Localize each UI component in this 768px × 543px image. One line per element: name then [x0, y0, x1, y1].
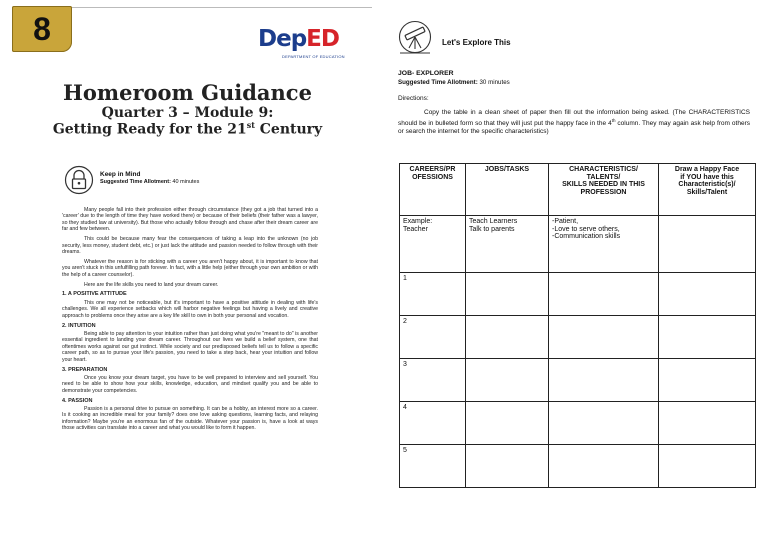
section-heading: Let's Explore This: [442, 38, 511, 47]
instructions-text: Copy the table in a clean sheet of paper then fill out the information being asked. (The CHARACTERISTICS should be in bulleted form so that they will just put the happy face in the 4: [398, 109, 750, 127]
module-title-main: Getting Ready for the 21: [52, 121, 247, 138]
table-cell: [466, 402, 549, 445]
table-cell: [659, 316, 756, 359]
table-cell: [659, 402, 756, 445]
section-heading: 1. A POSITIVE ATTITUDE: [62, 291, 127, 298]
deped-logo: [258, 26, 354, 62]
activity-time: [398, 79, 510, 86]
table-cell: [659, 273, 756, 316]
column-header: Draw a Happy Face if YOU have this Characteristic(s)/ Skills/Talent: [659, 164, 756, 216]
module-title: [0, 120, 375, 138]
instructions-text-end: column. They may again ask help from others or search the internet for the specific characteristics): [398, 119, 750, 135]
table-row: [400, 445, 756, 488]
paragraph: This could be because many fear the consequences of taking a leap into the unknown (no job security, less money, student debt, etc.) or just lack the attitude and passion needed to follow through with their dreams.: [62, 236, 318, 255]
table-row: [400, 273, 756, 316]
table-cell: [659, 216, 756, 273]
paragraph: Here are the life skills you need to land your dream career.: [84, 281, 219, 288]
table-cell: [466, 316, 549, 359]
telescope-icon: [398, 20, 432, 56]
module-title-sup: st: [246, 120, 255, 130]
header-rule: [72, 7, 372, 8]
table-row: [400, 316, 756, 359]
table-cell: [466, 445, 549, 488]
row-number: 1: [400, 273, 466, 316]
time-value: 40 minutes: [170, 179, 200, 185]
paragraph: Whatever the reason is for sticking with a career you aren't happy about, it is important to know that you aren't stuck in this unfulfilling path forever. In fact, with a little help (either through your own ambition or with the help of a career counselor).: [62, 258, 318, 278]
left-module-page: [0, 0, 375, 543]
column-header: CHARACTERISTICS/ TALENTS/ SKILLS NEEDED IN THIS PROFESSION: [549, 164, 659, 216]
directions-label: Directions:: [398, 95, 429, 102]
table-header-row: [400, 164, 756, 216]
section-heading: 2. INTUITION: [62, 322, 96, 329]
paragraph: Being able to pay attention to your intuition rather than just doing what you're "meant to do" is another essential ingredient to landing your dream career. Throughout our lives we build a belief system, one that oftentimes works against our gut instinct. While society and our predisposed beliefs tell us to follow a specific career path, so as to pursue your life's passion, you need to take a step back, hear your intuition and follow your heart.: [62, 331, 318, 363]
table-cell: [549, 402, 659, 445]
instructions: [398, 109, 750, 136]
paragraph: Many people fall into their profession either through circumstance (they got a job that turned into a 'career' due to the length of time they have worked there) or because of their beliefs (their father was a lawyer, so they studied law at university). But those who actually follow through and chase after their dream career are far and few between.: [62, 207, 318, 233]
table-cell: [659, 445, 756, 488]
table-cell: [466, 359, 549, 402]
lock-icon: [64, 165, 94, 195]
time-value: 30 minutes: [477, 79, 510, 86]
table-row: [400, 402, 756, 445]
table-row: [400, 359, 756, 402]
logo-text: [258, 26, 339, 52]
table-cell: [549, 359, 659, 402]
instructions-sup: th: [611, 117, 616, 123]
table-cell: [466, 273, 549, 316]
row-number: 5: [400, 445, 466, 488]
quarter-label: Quarter 3 – Module 9:: [101, 105, 274, 121]
right-activity-page: [384, 0, 768, 543]
table-cell: [549, 316, 659, 359]
paragraph: This one may not be noticeable, but it's important to have a positive attitude in dealing with life's challenges. We all experience setbacks which will harbor negative feelings but having a lively and creative approach to problems once they arise are a key life skill to own in both your personal and vocation.: [62, 299, 318, 319]
reading-body: [62, 207, 318, 435]
table-cell: Teach Learners Talk to parents: [466, 216, 549, 273]
paragraph: Passion is a personal drive to pursue on something. It can be a hobby, an interest more so a career. Is it cooking an incredible meal for your family? does one love asking questions, learning facts, and relaying information? Maybe you're an enormous fan of the outside. Whatever your passion is, have a look at ways those activities can translate into a career and what you would like to form it happen.: [62, 406, 318, 432]
logo-subtitle: DEPARTMENT OF EDUCATION: [282, 54, 345, 59]
logo-ed: ED: [306, 26, 339, 52]
section-heading: 4. PASSION: [62, 397, 93, 404]
grade-number: 8: [33, 10, 51, 47]
table-cell: [549, 273, 659, 316]
module-series-title: Homeroom Guidance: [63, 80, 312, 105]
table-row-example: [400, 216, 756, 273]
grade-badge: [12, 6, 72, 52]
keep-in-mind-heading: Keep in Mind: [100, 171, 141, 178]
job-explorer-table: [399, 163, 756, 488]
logo-dep: Dep: [258, 26, 307, 52]
row-number: 3: [400, 359, 466, 402]
table-cell: [659, 359, 756, 402]
row-number: 4: [400, 402, 466, 445]
table-cell: Example: Teacher: [400, 216, 466, 273]
time-label: Suggested Time Allotment:: [398, 79, 478, 86]
row-number: 2: [400, 316, 466, 359]
paragraph: Once you know your dream target, you have to be well prepared to interview and sell yourself. You need to be able to show how your skills, knowledge, education, and mindset qualify you and be able to demonstrate your competencies.: [62, 374, 318, 394]
section-heading: 3. PREPARATION: [62, 366, 108, 373]
keep-in-mind-time: [100, 179, 199, 185]
table-cell: [549, 445, 659, 488]
column-header: JOBS/TASKS: [466, 164, 549, 216]
table-cell: -Patient, -Love to serve others, -Communication skills: [549, 216, 659, 273]
time-label: Suggested Time Allotment:: [100, 179, 171, 185]
column-header: CAREERS/PR OFESSIONS: [400, 164, 466, 216]
module-title-end: Century: [254, 121, 323, 138]
activity-title: JOB- EXPLORER: [398, 70, 454, 77]
